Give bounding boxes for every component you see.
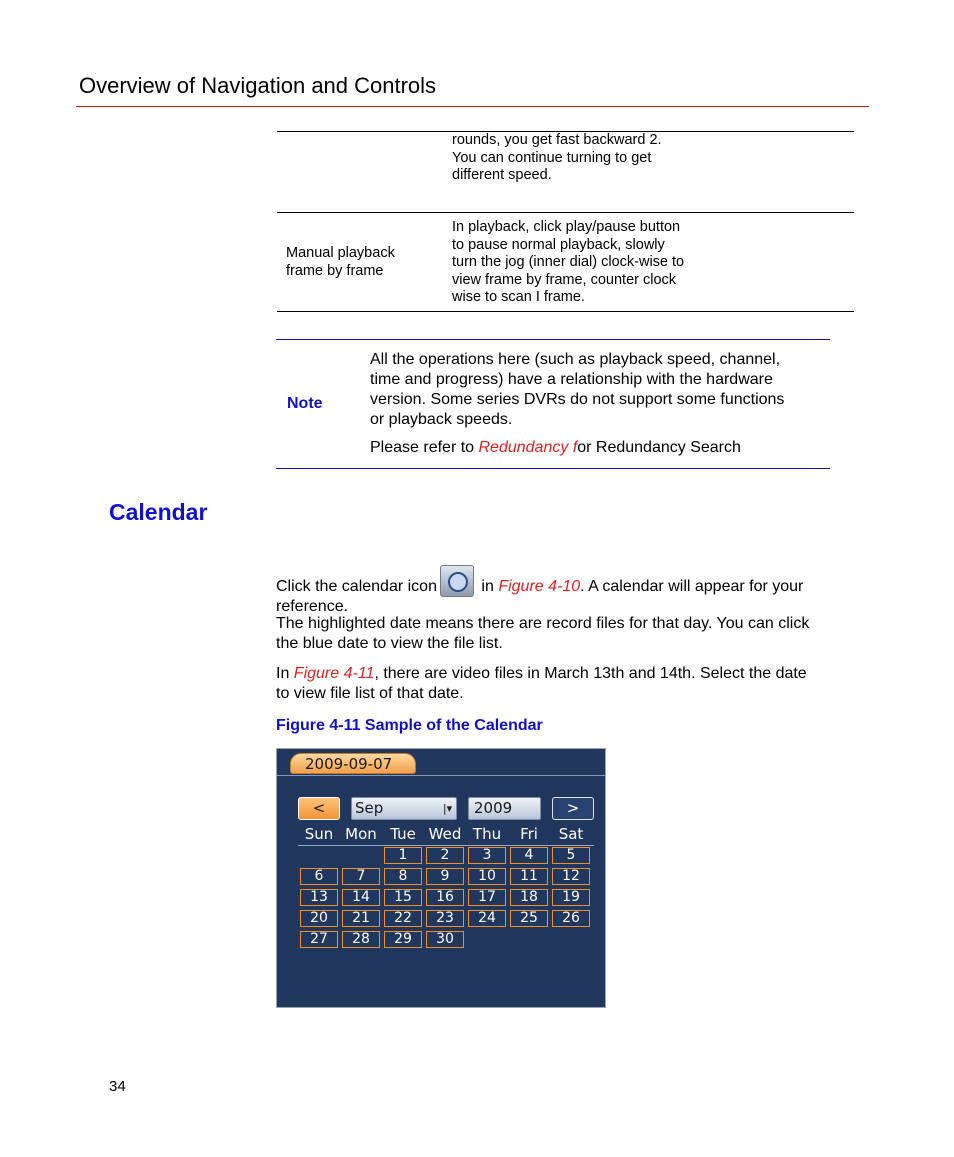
calendar-day[interactable]: 21 [342, 910, 380, 927]
note-reference: Please refer to Redundancy for Redundancy Search [370, 439, 741, 456]
calendar-day[interactable]: 14 [342, 889, 380, 906]
table-row-2-description: In playback, click play/pause button to pause normal playback, slowly turn the jog (inner dial) clock-wise to view frame by frame, counter clock wise to scan I frame. [452, 219, 685, 305]
clock-icon [440, 565, 474, 597]
note-bottom-rule [276, 468, 830, 469]
page-number: 34 [109, 1078, 126, 1095]
calendar-day[interactable]: 26 [552, 910, 590, 927]
table-row-2-label: Manual playback frame by frame [286, 245, 395, 279]
weekday-label: Mon [345, 825, 377, 843]
calendar-day[interactable]: 17 [468, 889, 506, 906]
calendar-day[interactable]: 29 [384, 931, 422, 948]
figure-4-10-link[interactable]: Figure 4-10 [498, 578, 581, 595]
table-row-1-description: rounds, you get fast backward 2. You can continue turning to get different speed. [452, 132, 662, 183]
redundancy-link[interactable]: Redundancy f [478, 439, 578, 456]
calendar-day[interactable]: 13 [300, 889, 338, 906]
weekday-label: Sun [304, 825, 334, 843]
calendar-day[interactable]: 5 [552, 847, 590, 864]
calendar-day[interactable]: 25 [510, 910, 548, 927]
weekday-label: Thu [472, 825, 502, 843]
next-month-button[interactable]: > [552, 797, 594, 820]
prev-month-button[interactable]: < [298, 797, 340, 820]
paragraph-2: The highlighted date means there are record files for that day. You can click the blue date to view the file list. [276, 615, 810, 652]
calendar-day[interactable]: 28 [342, 931, 380, 948]
calendar-day[interactable]: 9 [426, 868, 464, 885]
month-value: Sep [355, 799, 384, 817]
calendar-day[interactable]: 27 [300, 931, 338, 948]
chevron-down-icon: |▾ [442, 802, 453, 815]
header-divider [76, 106, 869, 107]
weekday-label: Wed [428, 825, 462, 843]
figure-caption: Figure 4-11 Sample of the Calendar [276, 717, 543, 734]
calendar-day[interactable]: 10 [468, 868, 506, 885]
calendar-day[interactable]: 23 [426, 910, 464, 927]
calendar-day[interactable]: 11 [510, 868, 548, 885]
selected-date-tab[interactable]: 2009-09-07 [290, 753, 416, 774]
figure-4-11-link[interactable]: Figure 4-11 [293, 665, 375, 682]
calendar-day[interactable]: 22 [384, 910, 422, 927]
table-rule [277, 212, 854, 213]
calendar-day[interactable]: 15 [384, 889, 422, 906]
calendar-day[interactable]: 20 [300, 910, 338, 927]
calendar-day[interactable]: 12 [552, 868, 590, 885]
calendar-day[interactable]: 24 [468, 910, 506, 927]
calendar-day[interactable]: 7 [342, 868, 380, 885]
paragraph-1: Click the calendar icon in Figure 4-10. A calendar will appear for your reference. [276, 565, 856, 617]
year-field[interactable]: 2009 [468, 797, 541, 820]
calendar-day[interactable]: 30 [426, 931, 464, 948]
section-heading: Calendar [109, 499, 208, 525]
calendar-day[interactable]: 19 [552, 889, 590, 906]
calendar-widget [276, 748, 606, 1008]
calendar-day[interactable]: 18 [510, 889, 548, 906]
weekday-header-row [298, 825, 594, 846]
paragraph-3: In Figure 4-11, there are video files in March 13th and 14th. Select the date to view file list of that date. [276, 665, 807, 702]
calendar-day[interactable]: 8 [384, 868, 422, 885]
calendar-day[interactable]: 4 [510, 847, 548, 864]
month-select[interactable] [351, 797, 457, 820]
note-text: All the operations here (such as playback speed, channel, time and progress) have a relationship with the hardware version. Some series DVRs do not support some functions or playback speeds. [370, 351, 785, 428]
calendar-day[interactable]: 16 [426, 889, 464, 906]
table-rule [277, 311, 854, 312]
weekday-label: Fri [520, 825, 538, 843]
note-label: Note [287, 395, 323, 412]
page-header-title: Overview of Navigation and Controls [79, 73, 437, 98]
weekday-label: Sat [558, 825, 584, 843]
calendar-day[interactable]: 6 [300, 868, 338, 885]
note-top-rule [276, 339, 830, 340]
calendar-day[interactable]: 1 [384, 847, 422, 864]
calendar-day[interactable]: 3 [468, 847, 506, 864]
calendar-day[interactable]: 2 [426, 847, 464, 864]
weekday-label: Tue [390, 825, 416, 843]
